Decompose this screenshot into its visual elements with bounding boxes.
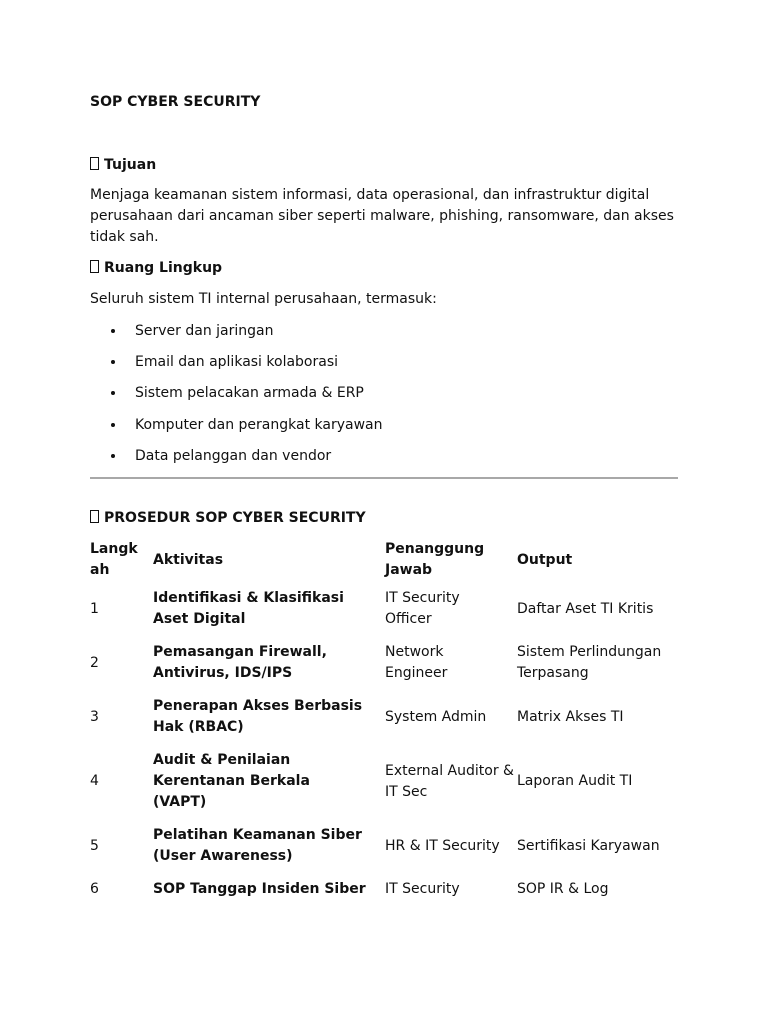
list-item-text: Sistem pelacakan armada & ERP (135, 385, 364, 402)
tujuan-heading-text: Tujuan (104, 157, 157, 173)
owner-cell: Network Engineer (385, 644, 448, 681)
table-row (90, 873, 678, 906)
tujuan-text: Menjaga keamanan sistem informasi, data operasional, dan infrastruktur digital perusahaan dari ancaman siber seperti malware, phishing, ransomware, dan akses tidak sah. (90, 187, 674, 245)
ruang-lingkup-heading-text: Ruang Lingkup (104, 260, 223, 276)
step-cell: 2 (90, 654, 99, 671)
output-cell: Sistem Perlindungan Terpasang (517, 644, 662, 681)
table-row (90, 819, 678, 873)
owner-cell: External Auditor & IT Sec (385, 762, 514, 800)
column-header-owner: Penanggung Jawab (385, 541, 485, 578)
procedure-table (90, 538, 678, 906)
list-item-text: Komputer dan perangkat karyawan (135, 416, 383, 433)
document-title: SOP CYBER SECURITY (90, 94, 261, 110)
list-item-text: Data pelanggan dan vendor (135, 447, 332, 464)
bullet-icon (111, 423, 115, 427)
activity-cell: Identifikasi & Klasifikasi Aset Digital (153, 590, 344, 627)
list-item (90, 352, 382, 383)
step-cell: 1 (90, 600, 99, 617)
prosedur-heading (90, 508, 366, 528)
horizontal-divider (90, 477, 678, 479)
table-row (90, 582, 678, 636)
ruang-lingkup-heading (90, 258, 222, 278)
activity-cell: Penerapan Akses Berbasis Hak (RBAC) (153, 698, 363, 735)
owner-cell: HR & IT Security (385, 837, 500, 854)
scope-list (90, 321, 382, 477)
missing-glyph-icon (90, 157, 99, 170)
output-cell: SOP IR & Log (517, 881, 609, 897)
bullet-icon (111, 391, 115, 395)
owner-cell: System Admin (385, 708, 487, 725)
list-item-text: Server dan jaringan (135, 323, 274, 339)
list-item (90, 415, 382, 446)
table-row (90, 690, 678, 744)
output-cell: Daftar Aset TI Kritis (517, 600, 654, 617)
table-row (90, 744, 678, 819)
owner-cell: IT Security Officer (385, 590, 460, 627)
bullet-icon (111, 454, 115, 458)
tujuan-heading (90, 155, 156, 175)
step-cell: 3 (90, 708, 99, 725)
column-header-output: Output (517, 551, 573, 568)
prosedur-heading-text: PROSEDUR SOP CYBER SECURITY (104, 510, 366, 526)
table-header-row (90, 538, 678, 582)
list-item (90, 446, 382, 477)
output-cell: Laporan Audit TI (517, 773, 633, 789)
output-cell: Matrix Akses TI (517, 708, 624, 725)
step-cell: 4 (90, 773, 99, 789)
list-item-text: Email dan aplikasi kolaborasi (135, 354, 339, 371)
table-row (90, 636, 678, 690)
list-item (90, 321, 382, 352)
column-header-activity: Aktivitas (153, 551, 224, 568)
ruang-lingkup-intro: Seluruh sistem TI internal perusahaan, termasuk: (90, 291, 437, 307)
bullet-icon (111, 360, 115, 364)
owner-cell: IT Security (385, 881, 460, 897)
column-header-step: Langkah (90, 541, 138, 578)
activity-cell: Pelatihan Keamanan Siber (User Awareness) (153, 827, 362, 864)
bullet-icon (111, 329, 115, 333)
missing-glyph-icon (90, 510, 99, 523)
activity-cell: Audit & Penilaian Kerentanan Berkala (VAPT) (153, 752, 310, 810)
step-cell: 6 (90, 881, 99, 897)
activity-cell: SOP Tanggap Insiden Siber (153, 881, 366, 897)
list-item (90, 383, 382, 414)
output-cell: Sertifikasi Karyawan (517, 837, 660, 854)
step-cell: 5 (90, 837, 99, 854)
activity-cell: Pemasangan Firewall, Antivirus, IDS/IPS (153, 644, 327, 681)
missing-glyph-icon (90, 260, 99, 273)
